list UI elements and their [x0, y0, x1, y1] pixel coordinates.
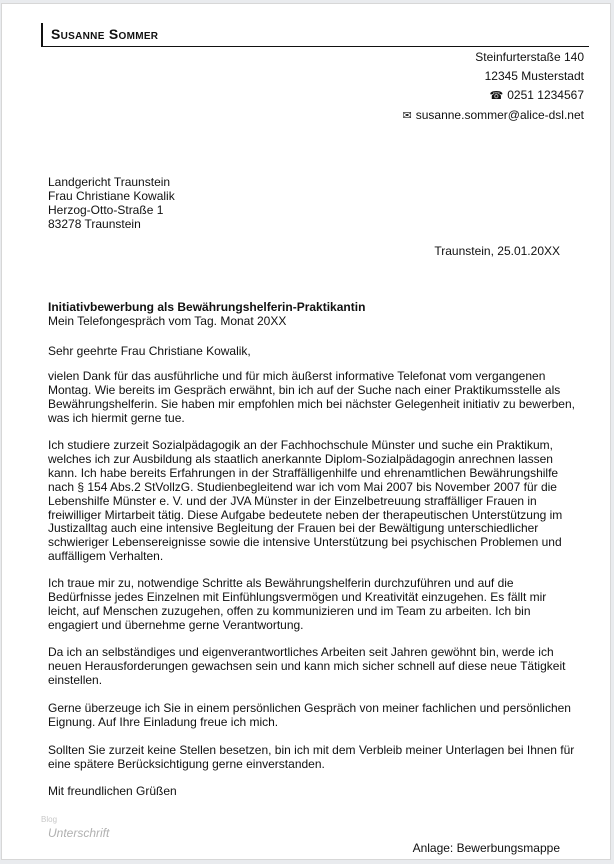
paragraph-1: vielen Dank für das ausführliche und für mich äußerst informative Telefonat vom vergangenen Montag. Wie bereits im Gespräch erwähnt, bin ich auf der Suche nach einer Praktikumsstelle als Bewährungshelferin. Sie haben mir empfohlen mich bei nächster Gelegenheit initiativ zu bewerben, was ich hiermit gerne tue.: [48, 369, 575, 425]
sender-street: Steinfurterstaße 140: [475, 50, 584, 64]
sender-city: 12345 Musterstadt: [484, 69, 584, 83]
recipient-line-3: Herzog-Otto-Straße 1: [48, 203, 164, 217]
recipient-line-4: 83278 Traunstein: [48, 217, 141, 231]
paragraph-6: Sollten Sie zurzeit keine Stellen besetzen, bin ich mit dem Verbleib meiner Unterlagen bei Ihnen für eine spätere Berücksichtigung gerne einverstanden.: [48, 743, 575, 771]
envelope-icon: ✉: [402, 110, 412, 122]
sender-address: [403, 48, 584, 126]
closing: Mit freundlichen Grüßen: [48, 784, 177, 798]
subject-reference: Mein Telefongespräch vom Tag. Monat 20XX: [48, 314, 287, 328]
sender-email-line: [403, 106, 584, 126]
paragraph-2: Ich studiere zurzeit Sozialpädagogik an der Fachhochschule Münster und suche ein Praktikum, welches ich zur Ausbildung als staatlich anerkannte Diplom-Sozialpädagogin anrechnen lassen kann. Ich habe bereits Erfahrungen in der Straffälligenhilfe und ehrenamtlichen Bewährungshilfe nach § 154 Abs.2 StVollzG. Studienbegleitend war ich vom Mai 2007 bis November 2007 für die Lebenshilfe Münster e. V. und der JVA Münster in der Einzelbetreuung straffälliger Frauen in freiwilliger Mirtarbeit tätig. Diese Aufgabe bedeutete neben der therapeutischen Unterstützung im Justizalltag auch eine intensive Begleitung der Frauen bei der Bewältigung unterschiedlicher schwieriger Lebensereignisse sowie die intensive Unterstützung bei psychischen Problemen und auffälligem Verhalten.: [48, 438, 563, 564]
phone-icon: ☎: [489, 90, 504, 102]
sender-name: Susanne Sommer: [51, 26, 159, 42]
name-header: [41, 23, 589, 47]
sender-email: susanne.sommer@alice-dsl.net: [415, 108, 584, 122]
enclosure: Anlage: Bewerbungsmappe: [412, 841, 560, 855]
letter-page: [1, 3, 611, 860]
signature: Unterschrift: [48, 826, 110, 840]
recipient-line-1: Landgericht Traunstein: [48, 175, 171, 189]
recipient-line-2: Frau Christiane Kowalik: [48, 189, 175, 203]
subject-title: Initiativbewerbung als Bewährungshelferin-Praktikantin: [48, 300, 366, 314]
letter-date: Traunstein, 25.01.20XX: [434, 244, 560, 258]
paragraph-4: Da ich an selbständiges und eigenverantwortliches Arbeiten seit Jahren gewöhnt bin, werde ich neuen Herausforderungen gewachsen sein und kann mich sicher schnell auf diese neue Tätigkeit einstellen.: [48, 645, 566, 687]
sender-phone: 0251 1234567: [507, 88, 584, 102]
signature-stamp: Blog: [41, 815, 58, 824]
subject-block: [48, 300, 365, 328]
salutation: Sehr geehrte Frau Christiane Kowalik,: [48, 344, 251, 358]
paragraph-3: Ich traue mir zu, notwendige Schritte als Bewährungshelferin durchzuführen und auf die Bedürfnisse jedes Einzelnen mit Einfühlungsvermögen und Kreativität einzugehen. Es fällt mir leicht, auf Menschen zuzugehen, offen zu kommunizieren und im Team zu arbeiten. Ich bin engagiert und übernehme gerne Verantwortung.: [48, 576, 547, 632]
paragraph-5: Gerne überzeuge ich Sie in einem persönlichen Gespräch von meiner fachlichen und persönlichen Eignung. Auf Ihre Einladung freue ich mich.: [48, 701, 571, 729]
recipient-address: [48, 175, 175, 231]
sender-phone-line: [403, 86, 584, 106]
